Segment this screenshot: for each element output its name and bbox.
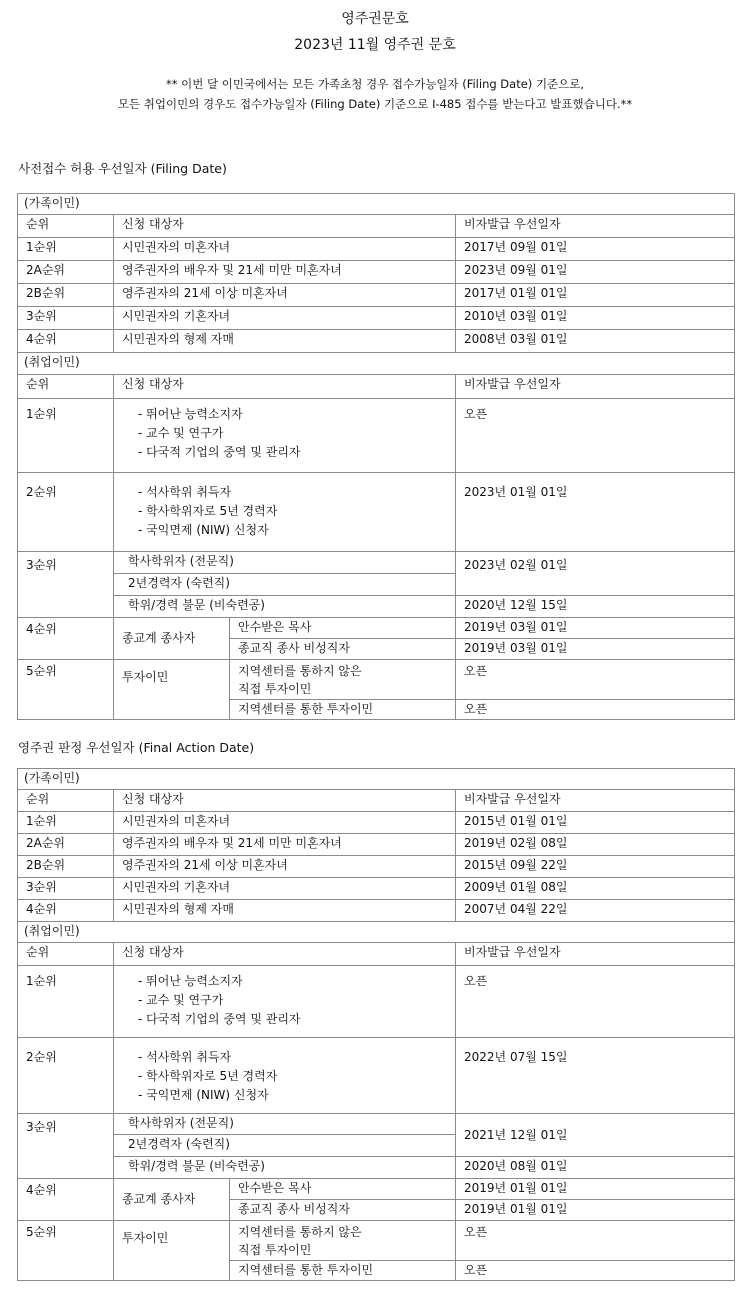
rank-cell: 3순위 bbox=[18, 878, 114, 900]
table-row bbox=[18, 834, 735, 856]
target-cell: 2년경력자 (숙련직) bbox=[114, 574, 456, 596]
table-header-row bbox=[18, 215, 735, 238]
rank-cell: 2순위 bbox=[18, 473, 114, 552]
target-cell: 시민권자의 형제 자매 bbox=[114, 330, 456, 353]
target-line: - 석사학위 취득자 bbox=[138, 1050, 232, 1064]
table-header-row bbox=[18, 790, 735, 812]
date-cell: 2020년 12월 15일 bbox=[456, 596, 735, 618]
table-row bbox=[18, 261, 735, 284]
target-cell: 시민권자의 형제 자매 bbox=[114, 900, 456, 922]
notice-line-1: ** 이번 달 이민국에서는 모든 가족초청 경우 접수가능일자 (Filing Date) 기준으로, bbox=[165, 77, 585, 91]
notice-text bbox=[0, 74, 750, 114]
date-cell: 2017년 01월 01일 bbox=[456, 284, 735, 307]
target-cell: 영주권자의 21세 이상 미혼자녀 bbox=[114, 856, 456, 878]
date-cell: 2023년 09월 01일 bbox=[456, 261, 735, 284]
date-cell: 2019년 01월 01일 bbox=[456, 1179, 735, 1200]
target-cell: 학사학위자 (전문직) bbox=[114, 552, 456, 574]
target-line: - 뛰어난 능력소지자 bbox=[138, 407, 243, 421]
rank-cell: 1순위 bbox=[18, 238, 114, 261]
rank-cell: 5순위 bbox=[18, 1221, 114, 1281]
filing-date-table bbox=[17, 193, 735, 720]
rank-cell: 1순위 bbox=[18, 966, 114, 1038]
employment-section-label: (취업이민) bbox=[18, 353, 735, 375]
target-line: - 국익면제 (NIW) 신청자 bbox=[138, 1088, 269, 1102]
target-cell: 종교직 종사 비성직자 bbox=[230, 1200, 456, 1221]
table-row bbox=[18, 238, 735, 261]
target-line: - 국익면제 (NIW) 신청자 bbox=[138, 523, 269, 537]
target-header: 신청 대상자 bbox=[114, 790, 456, 812]
date-cell: 2015년 09월 22일 bbox=[456, 856, 735, 878]
target-line: - 다국적 기업의 중역 및 관리자 bbox=[138, 1012, 301, 1026]
target-cell: 안수받은 목사 bbox=[230, 1179, 456, 1200]
date-cell: 2019년 02월 08일 bbox=[456, 834, 735, 856]
table-row bbox=[18, 473, 735, 552]
target-header: 신청 대상자 bbox=[114, 375, 456, 399]
table-row bbox=[18, 552, 735, 574]
table-row bbox=[18, 660, 735, 700]
table-row bbox=[18, 878, 735, 900]
date-header: 비자발급 우선일자 bbox=[456, 790, 735, 812]
date-cell: 2017년 09월 01일 bbox=[456, 238, 735, 261]
date-cell: 2019년 03월 01일 bbox=[456, 618, 735, 639]
date-cell: 오픈 bbox=[456, 399, 735, 473]
date-cell: 2015년 01월 01일 bbox=[456, 812, 735, 834]
date-cell: 2021년 12월 01일 bbox=[456, 1114, 735, 1157]
target-line: - 다국적 기업의 중역 및 관리자 bbox=[138, 445, 301, 459]
target-cell: 학위/경력 불문 (비숙련공) bbox=[114, 1157, 456, 1179]
target-header: 신청 대상자 bbox=[114, 943, 456, 966]
target-cell bbox=[114, 399, 456, 473]
date-cell: 오픈 bbox=[456, 966, 735, 1038]
target-cell: 시민권자의 기혼자녀 bbox=[114, 307, 456, 330]
family-section-label: (가족이민) bbox=[18, 769, 735, 790]
rank-cell: 3순위 bbox=[18, 307, 114, 330]
target-cell: 영주권자의 배우자 및 21세 미만 미혼자녀 bbox=[114, 834, 456, 856]
target-cell: 학사학위자 (전문직) bbox=[114, 1114, 456, 1135]
rank-cell: 4순위 bbox=[18, 330, 114, 353]
rank-cell: 2B순위 bbox=[18, 284, 114, 307]
date-cell: 오픈 bbox=[456, 1261, 735, 1281]
target-header: 신청 대상자 bbox=[114, 215, 456, 238]
date-cell: 오픈 bbox=[456, 700, 735, 720]
rank-header: 순위 bbox=[18, 215, 114, 238]
rank-cell: 1순위 bbox=[18, 399, 114, 473]
target-cell: 지역센터를 통한 투자이민 bbox=[230, 700, 456, 720]
final-action-date-heading: 영주권 판정 우선일자 (Final Action Date) bbox=[18, 740, 255, 755]
target-line: - 뛰어난 능력소지자 bbox=[138, 974, 243, 988]
rank-header: 순위 bbox=[18, 375, 114, 399]
target-cell bbox=[114, 473, 456, 552]
date-header: 비자발급 우선일자 bbox=[456, 943, 735, 966]
target-cell: 2년경력자 (숙련직) bbox=[114, 1135, 456, 1157]
rank-header: 순위 bbox=[18, 790, 114, 812]
rank-cell: 1순위 bbox=[18, 812, 114, 834]
table-header-row bbox=[18, 375, 735, 399]
date-cell: 2010년 03월 01일 bbox=[456, 307, 735, 330]
group-cell: 투자이민 bbox=[114, 1221, 230, 1281]
final-action-date-table bbox=[17, 768, 735, 1281]
table-row bbox=[18, 900, 735, 922]
target-cell bbox=[114, 1038, 456, 1114]
target-line: 지역센터를 통하지 않은 bbox=[238, 1225, 362, 1239]
table-row bbox=[18, 966, 735, 1038]
target-line: - 석사학위 취득자 bbox=[138, 485, 232, 499]
table-header-row bbox=[18, 943, 735, 966]
rank-cell: 4순위 bbox=[18, 1179, 114, 1221]
target-cell: 학위/경력 불문 (비숙련공) bbox=[114, 596, 456, 618]
date-cell: 2007년 04월 22일 bbox=[456, 900, 735, 922]
target-cell: 시민권자의 미혼자녀 bbox=[114, 238, 456, 261]
date-header: 비자발급 우선일자 bbox=[456, 215, 735, 238]
date-cell: 2019년 01월 01일 bbox=[456, 1200, 735, 1221]
target-line: 직접 투자이민 bbox=[238, 682, 312, 696]
table-row bbox=[18, 596, 735, 618]
date-cell: 2008년 03월 01일 bbox=[456, 330, 735, 353]
employment-section-label: (취업이민) bbox=[18, 922, 735, 943]
table-row bbox=[18, 1157, 735, 1179]
target-cell bbox=[230, 660, 456, 700]
date-cell: 오픈 bbox=[456, 1221, 735, 1261]
target-cell: 시민권자의 미혼자녀 bbox=[114, 812, 456, 834]
target-line: 직접 투자이민 bbox=[238, 1243, 312, 1257]
date-cell: 오픈 bbox=[456, 660, 735, 700]
table-row bbox=[18, 812, 735, 834]
target-cell: 종교직 종사 비성직자 bbox=[230, 639, 456, 660]
table-row bbox=[18, 399, 735, 473]
target-line: - 교수 및 연구가 bbox=[138, 426, 224, 440]
date-cell: 2009년 01월 08일 bbox=[456, 878, 735, 900]
rank-header: 순위 bbox=[18, 943, 114, 966]
target-cell: 영주권자의 배우자 및 21세 미만 미혼자녀 bbox=[114, 261, 456, 284]
table-row bbox=[18, 284, 735, 307]
rank-cell: 3순위 bbox=[18, 1114, 114, 1179]
table-row bbox=[18, 330, 735, 353]
table-row bbox=[18, 307, 735, 330]
group-cell: 투자이민 bbox=[114, 660, 230, 720]
target-line: - 학사학위자로 5년 경력자 bbox=[138, 1069, 278, 1083]
target-cell: 영주권자의 21세 이상 미혼자녀 bbox=[114, 284, 456, 307]
date-cell: 2023년 01월 01일 bbox=[456, 473, 735, 552]
table-row bbox=[18, 1221, 735, 1261]
page-subtitle: 2023년 11월 영주권 문호 bbox=[294, 37, 456, 53]
date-cell: 2022년 07월 15일 bbox=[456, 1038, 735, 1114]
date-header: 비자발급 우선일자 bbox=[456, 375, 735, 399]
table-row bbox=[18, 1114, 735, 1135]
rank-cell: 2A순위 bbox=[18, 261, 114, 284]
rank-cell: 5순위 bbox=[18, 660, 114, 720]
date-cell: 2019년 03월 01일 bbox=[456, 639, 735, 660]
group-cell: 종교계 종사자 bbox=[114, 1179, 230, 1221]
rank-cell: 2A순위 bbox=[18, 834, 114, 856]
table-row bbox=[18, 856, 735, 878]
target-cell bbox=[230, 1221, 456, 1261]
target-line: - 교수 및 연구가 bbox=[138, 993, 224, 1007]
target-cell: 시민권자의 기혼자녀 bbox=[114, 878, 456, 900]
family-section-label: (가족이민) bbox=[18, 194, 735, 215]
target-cell: 지역센터를 통한 투자이민 bbox=[230, 1261, 456, 1281]
page-title: 영주권문호 bbox=[341, 11, 409, 27]
date-cell: 2020년 08월 01일 bbox=[456, 1157, 735, 1179]
rank-cell: 2B순위 bbox=[18, 856, 114, 878]
notice-line-2: 모든 취업이민의 경우도 접수가능일자 (Filing Date) 기준으로 I-485 접수를 받는다고 발표했습니다.** bbox=[117, 97, 633, 111]
rank-cell: 2순위 bbox=[18, 1038, 114, 1114]
table-row bbox=[18, 1038, 735, 1114]
target-line: - 학사학위자로 5년 경력자 bbox=[138, 504, 278, 518]
rank-cell: 4순위 bbox=[18, 900, 114, 922]
rank-cell: 3순위 bbox=[18, 552, 114, 618]
table-row bbox=[18, 618, 735, 639]
date-cell: 2023년 02월 01일 bbox=[456, 552, 735, 596]
target-cell bbox=[114, 966, 456, 1038]
group-cell: 종교계 종사자 bbox=[114, 618, 230, 660]
target-cell: 안수받은 목사 bbox=[230, 618, 456, 639]
table-row bbox=[18, 1179, 735, 1200]
target-line: 지역센터를 통하지 않은 bbox=[238, 664, 362, 678]
filing-date-heading: 사전접수 허용 우선일자 (Filing Date) bbox=[18, 161, 227, 176]
rank-cell: 4순위 bbox=[18, 618, 114, 660]
